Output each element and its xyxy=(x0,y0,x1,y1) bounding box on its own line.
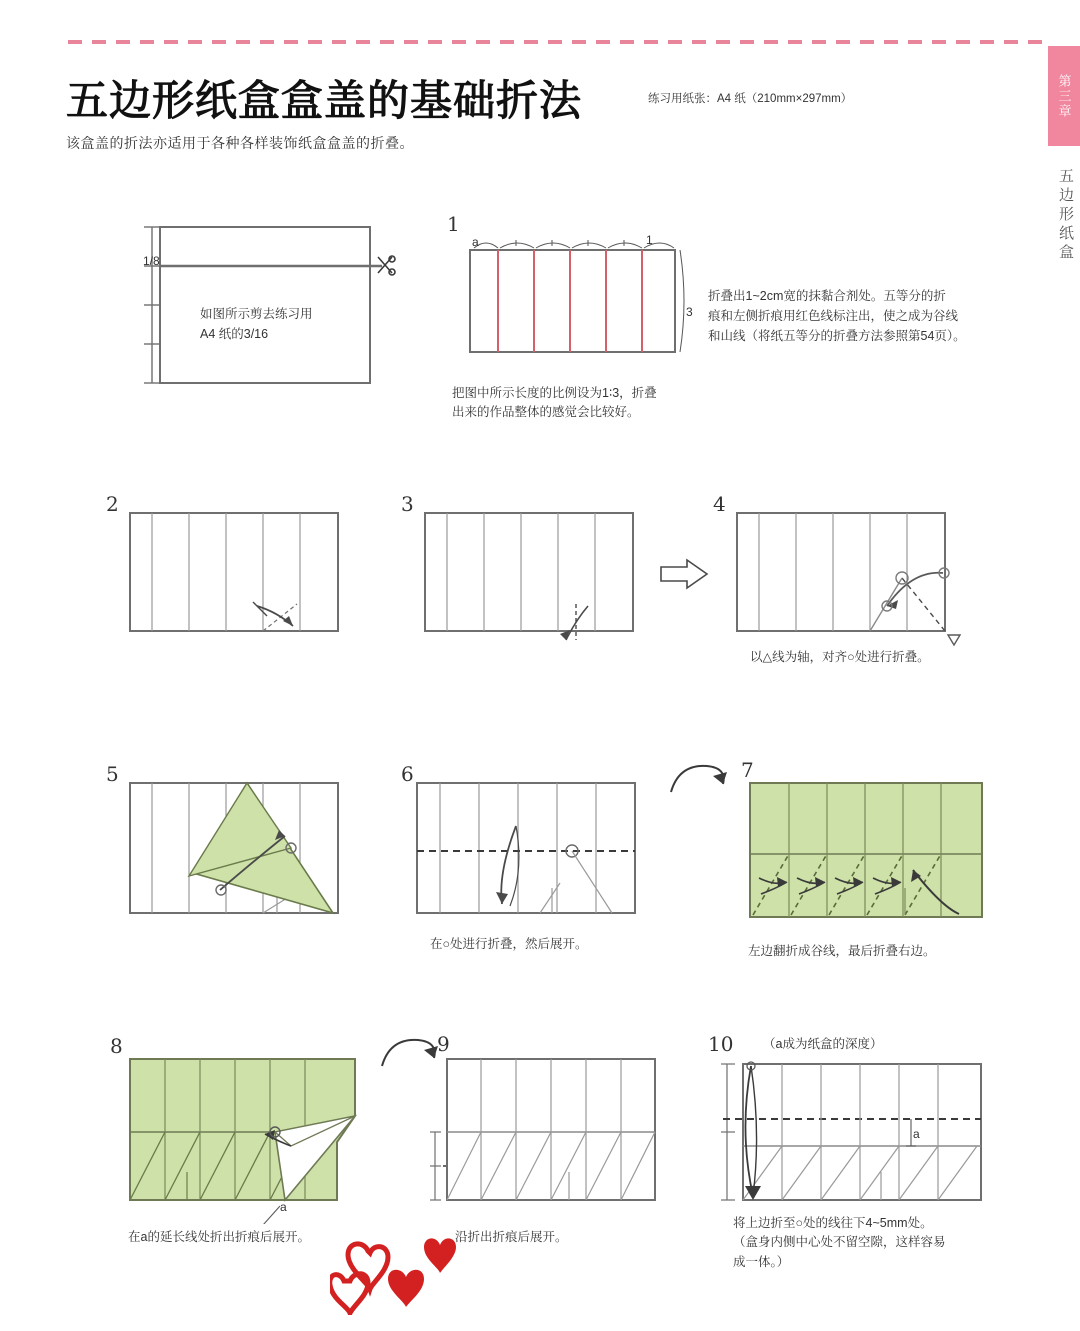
step-6-caption: 在○处进行折叠，然后展开。 xyxy=(430,937,588,951)
step-10-label-a: a xyxy=(913,1127,920,1141)
step-number-4: 4 xyxy=(713,492,726,516)
page-title: 五边形纸盒盒盖的基础折法 xyxy=(66,76,583,125)
top-dashed-rule xyxy=(68,40,1048,44)
step-number-6: 6 xyxy=(401,762,414,786)
step-1-diagram xyxy=(460,232,705,372)
step-1-caption-line1: 把图中所示长度的比例设为1∶3，折叠 xyxy=(452,386,657,400)
step-9-diagram xyxy=(425,1054,685,1219)
step-4-caption: 以△线为轴，对齐○处进行折叠。 xyxy=(750,650,930,664)
step-number-3: 3 xyxy=(401,492,414,516)
step-number-1: 1 xyxy=(447,212,460,236)
step-number-5: 5 xyxy=(106,762,119,786)
step-4-diagram xyxy=(732,508,997,658)
step-number-7: 7 xyxy=(741,758,754,782)
heart-decoration-icon xyxy=(330,1215,470,1315)
step-6-diagram xyxy=(412,778,662,933)
paper-spec: 练习用纸张：A4 纸（210mm×297mm） xyxy=(648,93,853,105)
step-1-side-note xyxy=(708,286,1028,346)
step-8-diagram xyxy=(125,1054,395,1224)
right-arrow-icon xyxy=(655,555,715,595)
step-8-caption: 在a的延长线处折出折痕后展开。 xyxy=(128,1230,310,1244)
step-1-caption xyxy=(452,384,752,423)
step-number-8: 8 xyxy=(110,1034,123,1058)
step-number-2: 2 xyxy=(106,492,119,516)
cut-instruction-line1: 如图所示剪去练习用 xyxy=(200,307,313,321)
chapter-tab xyxy=(1048,46,1080,146)
step-number-9: 9 xyxy=(437,1032,450,1056)
step-1-side-note-line3: 和山线（将纸五等分的折叠方法参照第54页）。 xyxy=(708,329,966,343)
step-10-diagram xyxy=(715,1054,1015,1219)
step-10-caption-line3: 成一体。） xyxy=(733,1254,790,1269)
step-10-header-note: （a成为纸盒的深度） xyxy=(763,1037,883,1051)
chapter-tab-label: 第三章 xyxy=(1056,73,1072,119)
chapter-section-label: 五边形纸盒 xyxy=(1057,168,1074,263)
step-7-diagram xyxy=(745,778,1005,938)
page-subtitle: 该盒盖的折法亦适用于各种各样装饰纸盒盒盖的折叠。 xyxy=(66,135,414,151)
step-1-side-note-line2: 痕和左侧折痕用红色线标注出，使之成为谷线 xyxy=(708,309,959,323)
cut-fraction-label: 1/8 xyxy=(143,254,160,268)
step-3-diagram xyxy=(420,508,660,648)
step-9-caption: 沿折出折痕后展开。 xyxy=(455,1230,568,1244)
step-7-caption: 左边翻折成谷线，最后折叠右边。 xyxy=(748,944,936,958)
step-number-10: 10 xyxy=(708,1032,734,1056)
step-8-label-a: a xyxy=(280,1200,287,1214)
step-10-caption-line2: （盒身内侧中心处不留空隙，这样容易 xyxy=(733,1235,946,1250)
step-10-caption-line1: 将上边折至○处的线往下4~5mm处。 xyxy=(733,1216,933,1230)
cut-instruction-line2: A4 纸的3/16 xyxy=(200,327,269,341)
step-1-label-a: a xyxy=(472,235,479,249)
step-2-diagram xyxy=(125,508,365,638)
flip-over-arrow-icon xyxy=(665,760,735,805)
step-1-caption-line2: 出来的作品整体的感觉会比较好。 xyxy=(452,405,640,420)
step-1-side-note-line1: 折叠出1~2cm宽的抹黏合剂处。五等分的折 xyxy=(708,289,946,303)
step-1-label-3: 3 xyxy=(686,305,693,319)
step-1-label-1: 1 xyxy=(646,233,653,247)
step-10-caption xyxy=(733,1214,1033,1272)
step-5-diagram xyxy=(125,778,375,928)
